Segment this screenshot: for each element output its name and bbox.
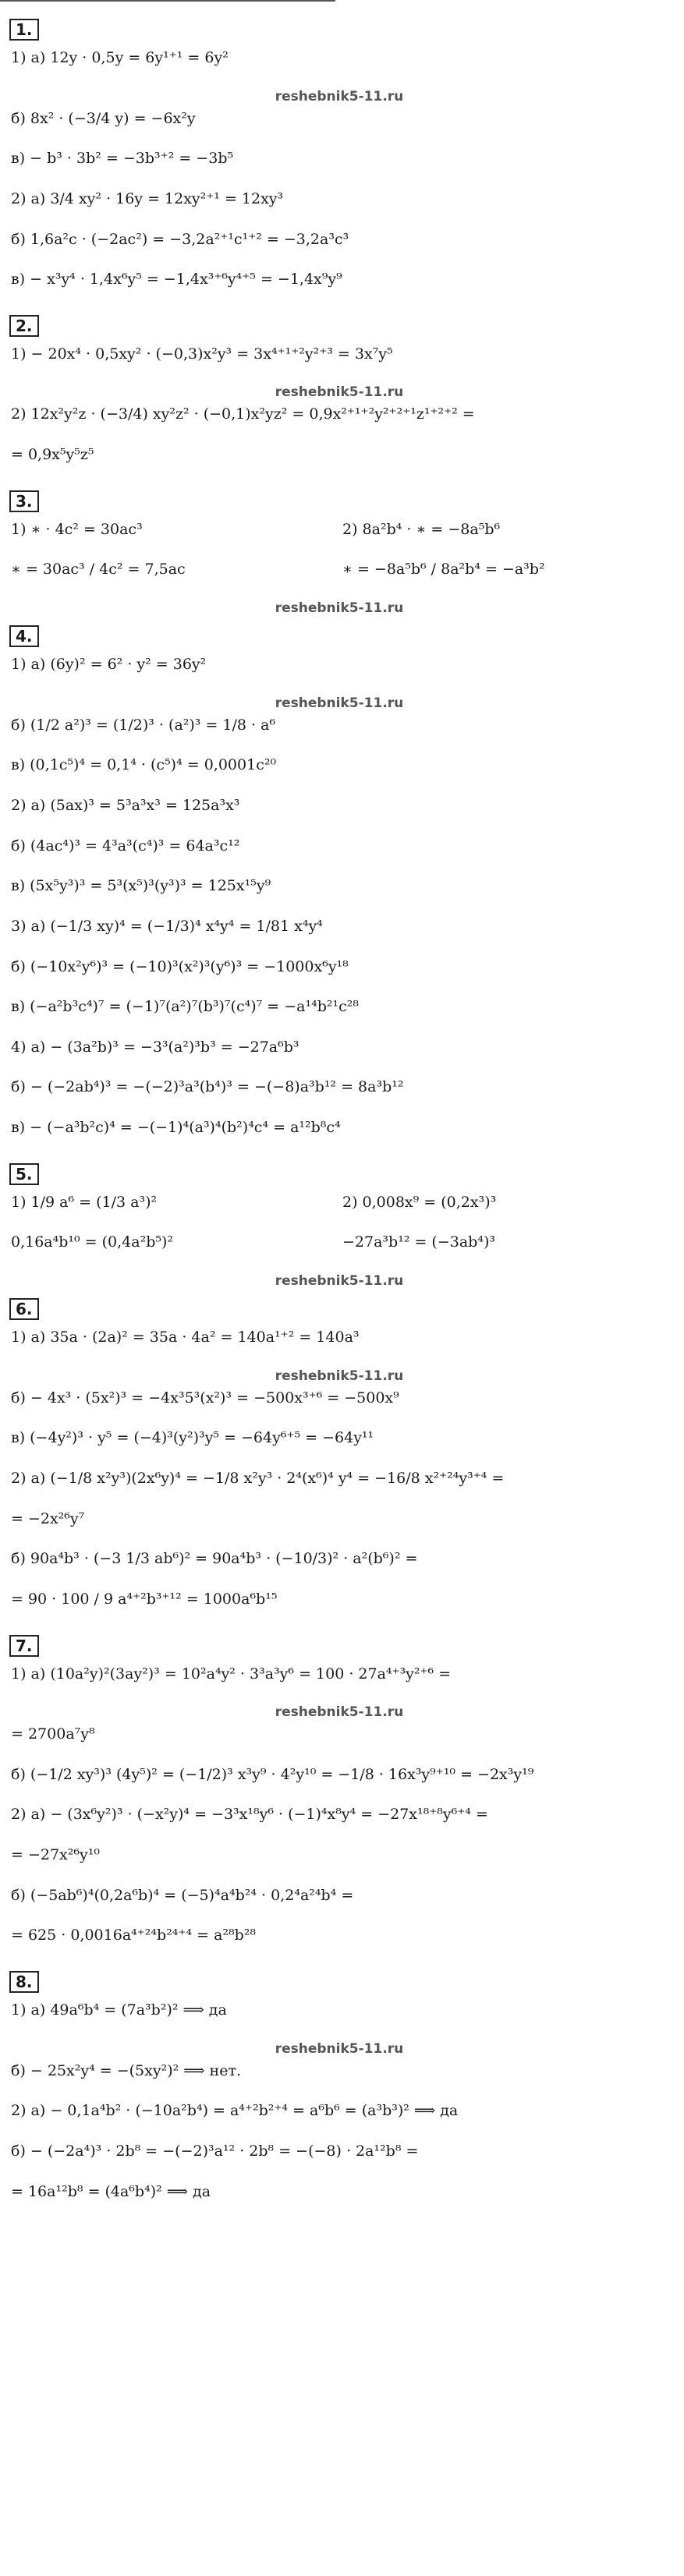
solution-line: 4) а) − (3a²b)³ = −3³(a²)³b³ = −27a⁶b³: [11, 1038, 299, 1056]
task-section: [8, 621, 671, 1138]
left-column: [8, 1193, 339, 1273]
solution-line: 1) а) 12y · 0,5y = 6y¹⁺¹ = 6y²: [11, 49, 229, 66]
solution-line: 0,16a⁴b¹⁰ = (0,4a²b⁵)²: [11, 1233, 174, 1251]
solution-line: б) − (−2ab⁴)³ = −(−2)³a³(b⁴)³ = −(−8)a³b¹² = 8a³b¹²: [11, 1078, 404, 1096]
solution-line: в) (−a²b³c⁴)⁷ = (−1)⁷(a²)⁷(b³)⁷(c⁴)⁷ = −a¹⁴b²¹c²⁸: [11, 998, 359, 1016]
solution-line: б) (−10x²y⁶)³ = (−10)³(x²)³(y⁶)³ = −1000x⁶y¹⁸: [11, 957, 349, 975]
watermark-row: [8, 1368, 671, 1384]
left-column: [8, 520, 339, 600]
solution-line: б) (−5ab⁶)⁴(0,2a⁶b)⁴ = (−5)⁴a⁴b²⁴ · 0,2⁴a²⁴b⁴ =: [11, 1886, 354, 1904]
two-column-row: [8, 1193, 671, 1273]
solution-line: = 16a¹²b⁸ = (4a⁶b⁴)² ⟹ да: [11, 2182, 211, 2200]
solution-line: = 2700a⁷y⁸: [11, 1725, 95, 1743]
task-number: 1.: [9, 19, 39, 41]
watermark-text: reshebnik5-11.ru: [275, 2040, 404, 2057]
task-number: 4.: [9, 625, 39, 647]
watermark-row: [8, 89, 671, 104]
watermark-text: reshebnik5-11.ru: [275, 1368, 404, 1384]
solution-line: 2) а) − (3x⁶y²)³ · (−x²y)⁴ = −3³x¹⁸y⁶ · (−1)⁴x⁸y⁴ = −27x¹⁸⁺⁸y⁶⁺⁴ =: [11, 1806, 488, 1824]
task-section: [8, 1159, 671, 1289]
solution-line: 2) 0,008x⁹ = (0,2x³)³: [342, 1193, 497, 1211]
solution-line: б) (1/2 a²)³ = (1/2)³ · (a²)³ = 1/8 · a⁶: [11, 716, 276, 734]
solution-line: ∗ = 30ac³ / 4c² = 7,5ac: [11, 561, 186, 579]
solution-line: в) (5x⁵y³)³ = 5³(x⁵)³(y³)³ = 125x¹⁵y⁹: [11, 877, 271, 895]
solution-line: 1) − 20x⁴ · 0,5xy² · (−0,3)x²y³ = 3x⁴⁺¹⁺²y²⁺³ = 3x⁷y⁵: [11, 345, 393, 363]
solution-line: 1) а) (6y)² = 6² · y² = 36y²: [11, 656, 207, 674]
watermark-text: reshebnik5-11.ru: [275, 1273, 404, 1290]
two-column-row: [8, 520, 671, 600]
watermark-row: [8, 695, 671, 711]
task-number: 6.: [9, 1298, 39, 1320]
watermark-text: reshebnik5-11.ru: [275, 1704, 404, 1721]
solution-line: 1) 1/9 a⁶ = (1/3 a³)²: [11, 1193, 158, 1211]
solution-line: 1) ∗ · 4c² = 30ac³: [11, 520, 143, 538]
right-column: [339, 520, 671, 600]
solution-line: в) − x³y⁴ · 1,4x⁶y⁵ = −1,4x³⁺⁶y⁴⁺⁵ = −1,4x⁹y⁹: [11, 271, 342, 288]
solution-line: = 625 · 0,0016a⁴⁺²⁴b²⁴⁺⁴ = a²⁸b²⁸: [11, 1927, 257, 1944]
solution-line: б) − 4x³ · (5x²)³ = −4x³5³(x²)³ = −500x³⁺⁶ = −500x⁹: [11, 1389, 399, 1407]
task-number: 2.: [9, 315, 39, 337]
watermark-text: reshebnik5-11.ru: [275, 600, 404, 617]
solution-line: = −27x²⁶y¹⁰: [11, 1846, 100, 1864]
task-section: [8, 1630, 671, 1946]
solution-line: 1) а) 35a · (2a)² = 35a · 4a² = 140a¹⁺² = 140a³: [11, 1329, 360, 1346]
solution-line: 2) а) − 0,1a⁴b² · (−10a²b⁴) = a⁴⁺²b²⁺⁴ = a⁶b⁶ = (a³b³)² ⟹ да: [11, 2102, 459, 2120]
solution-line: = −2x²⁶y⁷: [11, 1509, 85, 1527]
solution-line: б) − 25x²y⁴ = −(5xy²)² ⟹ нет.: [11, 2061, 242, 2079]
solution-line: б) (4ac⁴)³ = 4³a³(c⁴)³ = 64a³c¹²: [11, 837, 240, 855]
solution-line: 3) а) (−1/3 xy)⁴ = (−1/3)⁴ x⁴y⁴ = 1/81 x⁴y⁴: [11, 917, 323, 935]
task-number: 7.: [9, 1635, 39, 1657]
top-rule: [0, 0, 335, 2]
solution-line: = 90 · 100 / 9 a⁴⁺²b³⁺¹² = 1000a⁶b¹⁵: [11, 1590, 278, 1608]
solution-line: 2) 12x²y²z · (−3/4) xy²z² · (−0,1)x²yz² = 0,9x²⁺¹⁺²y²⁺²⁺¹z¹⁺²⁺² =: [11, 405, 475, 423]
task-section: [8, 310, 671, 465]
task-section: [8, 486, 671, 616]
task-number: 5.: [9, 1163, 39, 1185]
right-column: [339, 1193, 671, 1273]
task-section: [8, 1966, 671, 2202]
solution-line: в) − b³ · 3b² = −3b³⁺² = −3b⁵: [11, 150, 234, 168]
solution-line: ∗ = −8a⁵b⁶ / 8a²b⁴ = −a³b²: [342, 561, 545, 579]
solution-line: б) (−1/2 xy³)³ (4y⁵)² = (−1/2)³ x³y⁹ · 4²y¹⁰ = −1/8 · 16x³y⁹⁺¹⁰ = −2x³y¹⁹: [11, 1765, 534, 1783]
watermark-text: reshebnik5-11.ru: [275, 384, 404, 401]
task-number: 8.: [9, 1971, 39, 1993]
watermark-text: reshebnik5-11.ru: [275, 88, 404, 104]
solution-line: в) (0,1c⁵)⁴ = 0,1⁴ · (c⁵)⁴ = 0,0001c²⁰: [11, 756, 277, 774]
solution-line: 2) 8a²b⁴ · ∗ = −8a⁵b⁶: [342, 520, 501, 538]
watermark-row: [8, 1273, 671, 1289]
solution-line: б) 90a⁴b³ · (−3 1/3 ab⁶)² = 90a⁴b³ · (−10/3)² · a²(b⁶)² =: [11, 1550, 418, 1568]
solution-line: 2) а) (−1/8 x²y³)(2x⁶y)⁴ = −1/8 x²y³ · 2⁴(x⁶)⁴ y⁴ = −16/8 x²⁺²⁴y³⁺⁴ =: [11, 1469, 505, 1487]
solution-line: в) (−4y²)³ · y⁵ = (−4)³(y²)³y⁵ = −64y⁶⁺⁵ = −64y¹¹: [11, 1429, 374, 1447]
solution-line: 1) а) 49a⁶b⁴ = (7a³b²)² ⟹ да: [11, 2001, 227, 2019]
solution-line: в) − (−a³b²c)⁴ = −(−1)⁴(a³)⁴(b²)⁴c⁴ = a¹²b⁸c⁴: [11, 1119, 341, 1137]
solution-line: 1) а) (10a²y)²(3ay²)³ = 10²a⁴y² · 3³a³y⁶ = 100 · 27a⁴⁺³y²⁺⁶ =: [11, 1665, 452, 1683]
watermark-row: [8, 600, 671, 616]
task-number: 3.: [9, 490, 39, 512]
solution-line: −27a³b¹² = (−3ab⁴)³: [342, 1233, 495, 1251]
watermark-row: [8, 1704, 671, 1720]
solution-line: б) − (−2a⁴)³ · 2b⁸ = −(−2)³a¹² · 2b⁸ = −(−8) · 2a¹²b⁸ =: [11, 2142, 419, 2160]
task-section: [8, 14, 671, 290]
task-section: [8, 1293, 671, 1609]
solution-line: 2) а) (5ax)³ = 5³a³x³ = 125a³x³: [11, 796, 240, 814]
solution-line: 2) а) 3/4 xy² · 16y = 12xy²⁺¹ = 12xy³: [11, 189, 284, 207]
watermark-row: [8, 384, 671, 400]
solutions-page: [8, 14, 671, 2222]
watermark-text: reshebnik5-11.ru: [275, 695, 404, 711]
watermark-row: [8, 2041, 671, 2057]
solution-line: = 0,9x⁵y⁵z⁵: [11, 446, 94, 464]
solution-line: б) 1,6a²c · (−2ac²) = −3,2a²⁺¹c¹⁺² = −3,2a³c³: [11, 230, 349, 248]
solution-line: б) 8x² · (−3/4 y) = −6x²y: [11, 109, 196, 127]
